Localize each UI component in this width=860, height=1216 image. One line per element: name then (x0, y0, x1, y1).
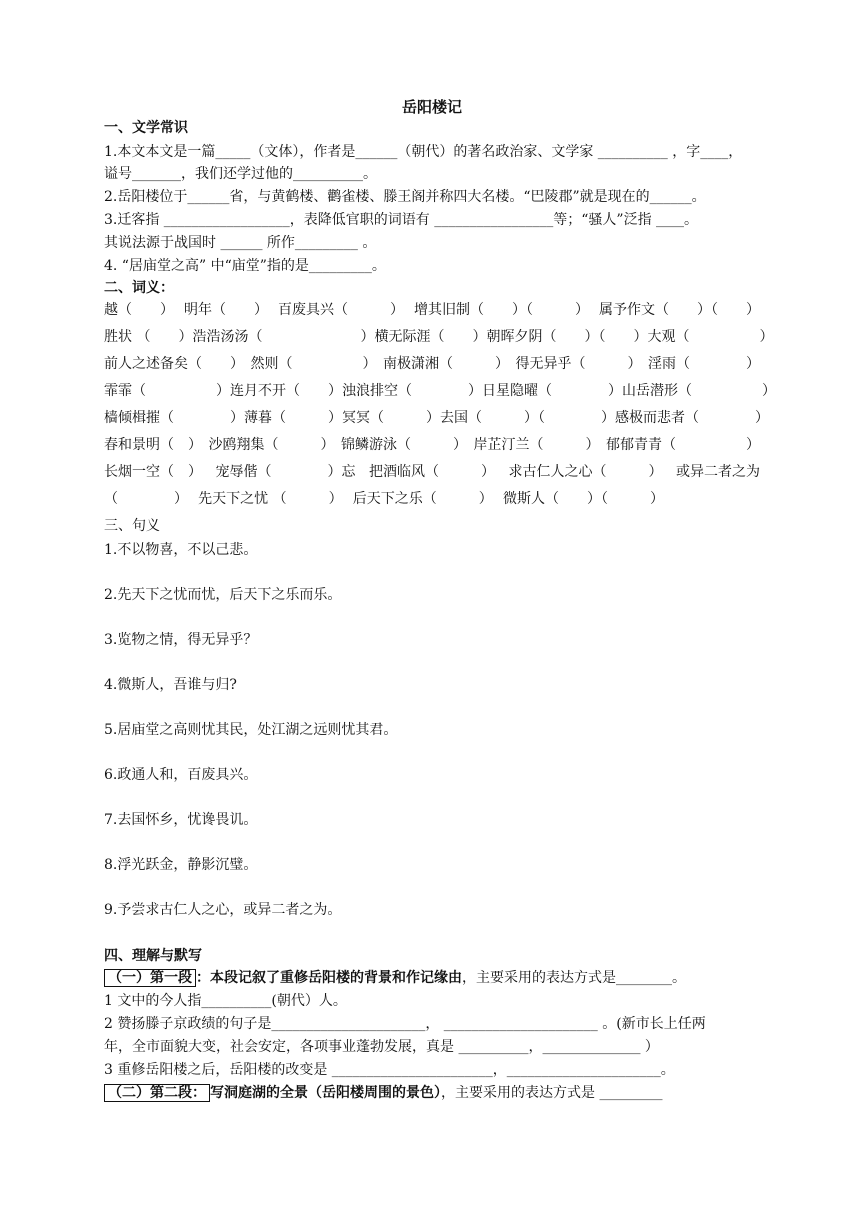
vocab-item: 郁郁青青（ ） (606, 437, 760, 453)
section-1-heading: 一、文学常识 (104, 120, 188, 136)
section-4-heading: 四、理解与默写 (104, 948, 202, 964)
sentence-item: 3.览物之情，得无异乎？ (104, 632, 258, 648)
vocab-item: 去国（ ）（ ） (440, 410, 615, 426)
vocab-item: 或异二者之为 (676, 464, 760, 480)
question-3-cont: 其说法源于战国时 ______ 所作_________ 。 (104, 235, 377, 251)
vocab-item: 后天下之乐（ ） (352, 491, 493, 507)
paragraph-2-summary: 写洞庭湖的全景（岳阳楼周围的景色） (210, 1085, 441, 1101)
section-3-heading: 三、句义 (104, 518, 160, 534)
sentence-item: 7.去国怀乡，忧谗畏讥。 (104, 812, 258, 828)
vocab-item: 百废具兴（ ） (278, 302, 404, 318)
vocab-item: 连月不开（ ） (230, 383, 342, 399)
sentence-item: 8.浮光跃金，静影沉璧。 (104, 857, 258, 873)
vocab-item: 求古仁人之心（ ） (508, 464, 663, 480)
vocab-item: 前人之述备矣（ ） (104, 356, 244, 372)
question-3: 3.迁客指 __________________，表降低官职的词语有 _________________等；“骚人”泛指 ____。 (104, 212, 699, 228)
p1-question-1: 1 文中的今人指__________(朝代）人。 (104, 993, 347, 1009)
question-2: 2.岳阳楼位于______省，与黄鹤楼、鹳雀楼、滕王阁并称四大名楼。“巴陵郡”就是现在的______。 (104, 189, 706, 205)
vocab-item: 薄暮（ ） (244, 410, 342, 426)
page-title: 岳阳楼记 (401, 98, 462, 116)
vocab-row (104, 300, 760, 320)
vocab-item: 霏霏（ ） (104, 383, 230, 399)
vocab-row (104, 327, 774, 347)
sentence-item: 2.先天下之忧而忧，后天下之乐而乐。 (104, 587, 342, 603)
vocab-item: 岸芷汀兰（ ） (473, 437, 600, 453)
sentence-item: 1.不以物喜，不以己悲。 (104, 542, 258, 558)
sentence-item: 6.政通人和，百废具兴。 (104, 767, 258, 783)
paragraph-2-label: （二）第二段： (104, 1084, 210, 1102)
vocab-item: 朝晖夕阴（ ）（ ） (486, 329, 648, 345)
paragraph-1-question: ，主要采用的表达方式是________。 (462, 970, 686, 986)
vocab-row (104, 354, 760, 374)
vocab-row (104, 462, 760, 482)
vocab-item: 胜状 （ ） (104, 329, 193, 345)
vocab-item: 属予作文（ ）（ ） (599, 302, 760, 318)
vocab-item: 得无异乎（ ） (515, 356, 642, 372)
vocab-item: 沙鸥翔集（ ） (208, 437, 335, 453)
vocab-item: 把酒临风（ ） (369, 464, 495, 480)
vocab-item: 增其旧制（ ）（ ） (414, 302, 589, 318)
vocab-row (104, 435, 760, 455)
vocab-item: 山岳潜形（ ） (622, 383, 776, 399)
question-1-cont: 谥号_______，我们还学过他的__________。 (104, 166, 377, 182)
vocab-item: 日星隐曜（ ） (482, 383, 622, 399)
vocab-item: 冥冥（ ） (342, 410, 440, 426)
paragraph-1-summary: ：本段记叙了重修岳阳楼的背景和作记缘由 (196, 970, 462, 986)
sentence-item: 9.予尝求古仁人之心，或异二者之为。 (104, 902, 342, 918)
vocab-item: 樯倾楫摧（ ） (104, 410, 244, 426)
vocab-row (104, 489, 664, 509)
vocab-item: 浊浪排空（ ） (342, 383, 482, 399)
paragraph-1-task (104, 968, 686, 988)
paragraph-1-label: （一）第一段 (104, 969, 196, 987)
vocab-item: 越（ ） (104, 302, 174, 318)
sentence-item: 5.居庙堂之高则忧其民，处江湖之远则忧其君。 (104, 722, 398, 738)
vocab-item: 春和景明（ ） (104, 437, 202, 453)
vocab-item: 微斯人（ ）（ ） (502, 491, 664, 507)
vocab-item: 淫雨（ ） (648, 356, 760, 372)
vocab-item: 然则（ ） (250, 356, 377, 372)
vocab-item: 锦鳞游泳（ ） (341, 437, 467, 453)
p1-question-3: 3 重修岳阳楼之后，岳阳楼的改变是 _______________________，______________________。 (104, 1062, 675, 1078)
vocab-item: 先天下之忧 （ ） (198, 491, 343, 507)
vocab-item: 宠辱偕（ ）忘 (215, 464, 356, 480)
question-1: 1.本文本文是一篇_____（文体），作者是______（朝代）的著名政治家、文学家 __________ ，字____， (104, 144, 743, 160)
vocab-item: 长烟一空（ ） (104, 464, 202, 480)
section-2-heading: 二、词义： (104, 280, 174, 296)
vocab-item: 南极潇湘（ ） (383, 356, 509, 372)
question-4: 4. “居庙堂之高” 中“庙堂”指的是_________。 (104, 258, 386, 274)
vocab-item: 感极而悲者（ ） (615, 410, 769, 426)
vocab-item: 浩浩汤汤（ ） (192, 329, 375, 345)
paragraph-2-question: ，主要采用的表达方式是 _________ (441, 1085, 663, 1101)
sentence-item: 4.微斯人，吾谁与归? (104, 677, 237, 693)
p1-question-2-cont: 年，全市面貌大变，社会安定，各项事业蓬勃发展，真是 __________，______________ ） (104, 1039, 659, 1055)
vocab-item: 明年（ ） (184, 302, 268, 318)
vocab-item: 大观（ ） (647, 329, 774, 345)
vocab-item: （ ） (104, 491, 188, 507)
vocab-row (104, 381, 776, 401)
vocab-item: 横无际涯（ ） (374, 329, 487, 345)
vocab-row (104, 408, 769, 428)
p1-question-2: 2 赞扬滕子京政绩的句子是______________________， ______________________ 。(新市长上任两 (104, 1016, 706, 1032)
paragraph-2-task (104, 1083, 662, 1103)
